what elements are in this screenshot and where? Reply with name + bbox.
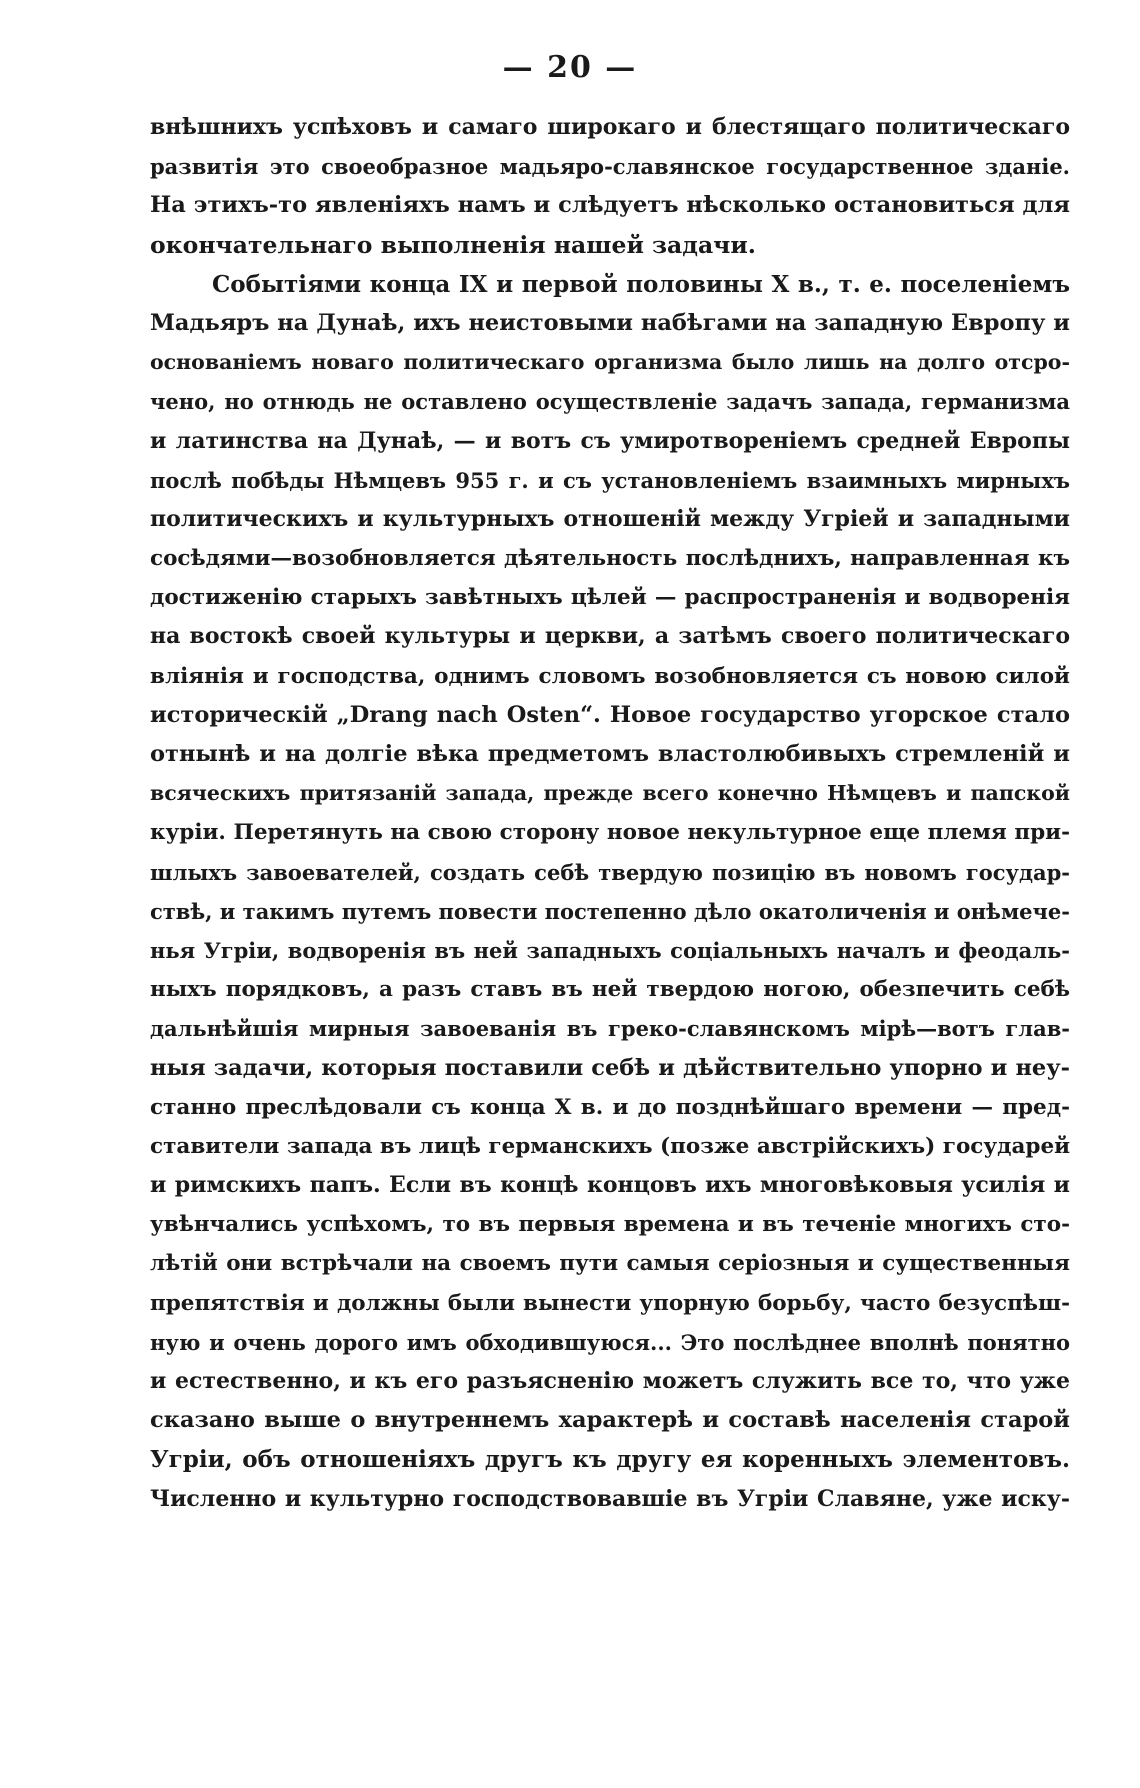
text-line: нья Угріи, водворенія въ ней западныхъ соціальныхъ началъ и феодаль- <box>150 937 1070 963</box>
text-line: ныхъ порядковъ, а разъ ставъ въ ней твердою ногою, обезпечить себѣ <box>150 977 1070 1003</box>
text-line: всяческихъ притязаній запада, прежде всего конечно Нѣмцевъ и папской <box>150 781 1070 806</box>
text-line: внѣшнихъ успѣховъ и самаго широкаго и блестящаго политическаго <box>150 114 1070 140</box>
text-line: вліянія и господства, однимъ словомъ возобновляется съ новою силой <box>150 663 1070 689</box>
text-line: на востокѣ своей культуры и церкви, а затѣмъ своего политическаго <box>150 623 1070 650</box>
text-line: ствѣ, и такимъ путемъ повести постепенно дѣло окатоличенія и онѣмече- <box>150 898 1070 924</box>
body-text <box>150 108 1070 1519</box>
text-line: На этихъ-то явленіяхъ намъ и слѣдуетъ нѣсколько остановиться для <box>150 192 1070 219</box>
text-line: развитія это своеобразное мадьяро-славянское государственное зданіе. <box>150 154 1070 180</box>
text-line: лѣтій они встрѣчали на своемъ пути самыя серіозныя и существенныя <box>150 1251 1070 1277</box>
text-line: основаніемъ новаго политическаго организма было лишь на долго отсро- <box>150 350 1070 375</box>
page-number: — 20 — <box>502 50 638 85</box>
text-line: политическихъ и культурныхъ отношеній между Угріей и западными <box>150 505 1070 532</box>
text-line: отнынѣ и на долгіе вѣка предметомъ властолюбивыхъ стремленій и <box>150 741 1070 767</box>
text-line: чено, но отнюдь не оставлено осуществленіе задачъ запада, германизма <box>150 389 1070 415</box>
text-line: окончательнаго выполненія нашей задачи. <box>150 230 756 259</box>
text-line: достиженію старыхъ завѣтныхъ цѣлей — распространенія и водворенія <box>150 585 1070 611</box>
text-line: сказано выше о внутреннемъ характерѣ и составѣ населенія старой <box>150 1407 1070 1434</box>
text-line: сосѣдями—возобновляется дѣятельность послѣднихъ, направленная къ <box>150 546 1070 572</box>
text-line: ную и очень дорого имъ обходившуюся... Это послѣднее вполнѣ понятно <box>150 1329 1070 1355</box>
text-line: ныя задачи, которыя поставили себѣ и дѣйствительно упорно и неу- <box>150 1054 1070 1081</box>
text-line: станно преслѣдовали съ конца X в. и до позднѣйшаго времени — пред- <box>150 1094 1070 1120</box>
text-line: и естественно, и къ его разъясненію можетъ служить все то, что уже <box>150 1368 1070 1394</box>
text-line: шлыхъ завоевателей, создать себѣ твердую позицію въ новомъ государ- <box>150 859 1070 885</box>
text-line: увѣнчались успѣхомъ, то въ первыя времена и въ теченіе многихъ сто- <box>150 1212 1070 1238</box>
text-line: Угріи, объ отношеніяхъ другъ къ другу ея коренныхъ элементовъ. <box>150 1446 1070 1474</box>
text-line: послѣ побѣды Нѣмцевъ 955 г. и съ установленіемъ взаимныхъ мирныхъ <box>150 467 1070 493</box>
text-line: препятствія и должны были вынести упорную борьбу, часто безуспѣш- <box>150 1290 1070 1316</box>
paragraph-start-line: Событіями конца IX и первой половины X в., т. е. поселеніемъ <box>212 270 1070 298</box>
text-line: и римскихъ папъ. Если въ концѣ концовъ ихъ многовѣковыя усилія и <box>150 1172 1070 1199</box>
text-line: куріи. Перетянуть на свою сторону новое некультурное еще племя при- <box>150 820 1070 846</box>
text-line: ставители запада въ лицѣ германскихъ (позже австрійскихъ) государей <box>150 1133 1070 1159</box>
text-line: Численно и культурно господствовавшіе въ Угріи Славяне, уже иску- <box>150 1485 1070 1512</box>
text-line: и латинства на Дунаѣ, — и вотъ съ умиротвореніемъ средней Европы <box>150 427 1070 454</box>
text-line: историческій „Drang nach Osten“. Новое государство угорское стало <box>150 701 1070 728</box>
text-line: Мадьяръ на Дунаѣ, ихъ неистовыми набѣгами на западную Европу и <box>150 309 1070 336</box>
text-line: дальнѣйшія мирныя завоеванія въ греко-славянскомъ мірѣ—вотъ глав- <box>150 1016 1070 1042</box>
